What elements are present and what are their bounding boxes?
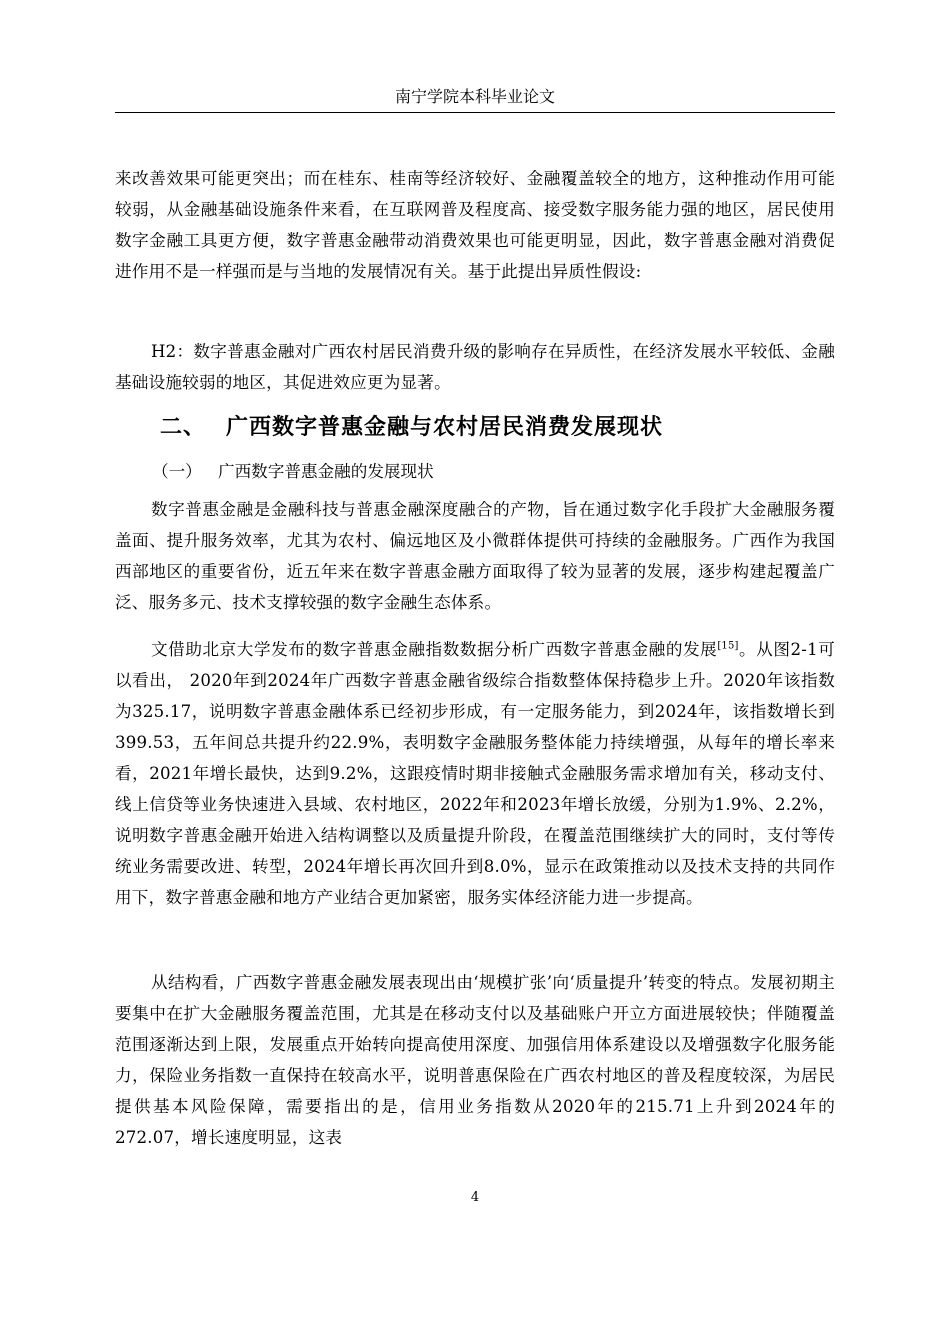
subsection-title: 广西数字普惠金融的发展现状 (218, 462, 434, 481)
paragraph-index-analysis (115, 634, 835, 913)
section-number: 二、 (160, 415, 207, 440)
section-title: 广西数字普惠金融与农村居民消费发展现状 (226, 415, 664, 440)
hypothesis-h2: H2：数字普惠金融对广西农村居民消费升级的影响存在异质性，在经济发展水平较低、金融基础设施较弱的地区，其促进效应更为显著。 (115, 342, 835, 392)
citation-ref: [15] (717, 640, 739, 652)
subsection-number: （一） (152, 462, 202, 481)
paragraph-index-analysis-lead: 文借助北京大学发布的数字普惠金融指数数据分析广西数字普惠金融的发展 (151, 640, 718, 659)
page-number: 4 (470, 1190, 480, 1205)
subsection-heading (152, 458, 434, 486)
paragraph-index-analysis-body: 。从图2-1可以看出， 2020年到2024年广西数字普惠金融省级综合指数整体保持稳步上升。2020年该指数为325.17，说明数字普惠金融体系已经初步形成，有一定服务能力，到2024年，该指数增长到399.53，五年间总共提升约22.9%，表明数字金融服务整体能力持续增强，从每年的增长率来看，2021年增长最快，达到9.2%，这跟疫情时期非接触式金融服务需求增加有关，移动支付、线上信贷等业务快速进入县域、农村地区，2022年和2023年增长放缓，分别为1.9%、2.2%，说明数字普惠金融开始进入结构调整以及质量提升阶段，在覆盖范围继续扩大的同时，支付等传统业务需要改进、转型，2024年增长再次回升到8.0%，显示在政策推动以及技术支持的共同作用下，数字普惠金融和地方产业结合更加紧密，服务实体经济能力进一步提高。 (115, 640, 835, 907)
paragraph-definition: 数字普惠金融是金融科技与普惠金融深度融合的产物，旨在通过数字化手段扩大金融服务覆盖面、提升服务效率，尤其为农村、偏远地区及小微群体提供可持续的金融服务。广西作为我国西部地区的重要省份，近五年来在数字普惠金融方面取得了较为显著的发展，逐步构建起覆盖广泛、服务多元、技术支撑较强的数字金融生态体系。 (115, 500, 835, 612)
paragraph-heterogeneity-context: 来改善效果可能更突出；而在桂东、桂南等经济较好、金融覆盖较全的地方，这种推动作用可能较弱，从金融基础设施条件来看，在互联网普及程度高、接受数字服务能力强的地区，居民使用数字金融工具更方便，数字普惠金融带动消费效果也可能更明显，因此，数字普惠金融对消费促进作用不是一样强而是与当地的发展情况有关。基于此提出异质性假设: (115, 169, 835, 281)
header-rule (115, 112, 835, 113)
section-heading (160, 408, 663, 448)
running-header: 南宁学院本科毕业论文 (394, 87, 555, 106)
paragraph-structure: 从结构看，广西数字普惠金融发展表现出由‘规模扩张’向‘质量提升’转变的特点。发展初期主要集中在扩大金融服务覆盖范围，尤其是在移动支付以及基础账户开立方面进展较快；伴随覆盖范围逐渐达到上限，发展重点开始转向提高使用深度、加强信用体系建设以及增强数字化服务能力，保险业务指数一直保持在较高水平，说明普惠保险在广西农村地区的普及程度较深，为居民提供基本风险保障，需要指出的是，信用业务指数从2020年的215.71上升到2024年的272.07，增长速度明显，这表 (115, 973, 835, 1147)
